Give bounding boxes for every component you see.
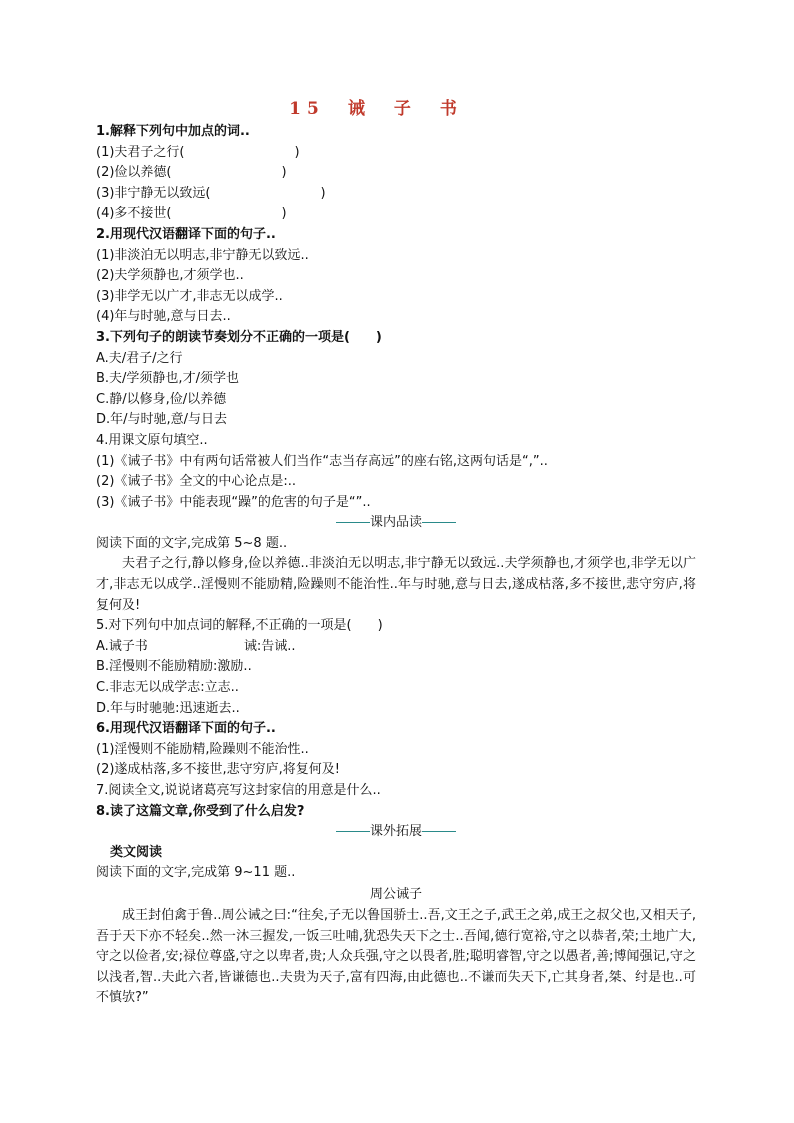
- question-2-item: (3)非学无以广才,非志无以成学..: [96, 288, 283, 304]
- question-3-option-a: A.夫/君子/之行: [96, 350, 183, 366]
- question-7: 7.阅读全文,说说诸葛亮写这封家信的用意是什么..: [96, 783, 381, 798]
- passage-title: 周公诫子: [369, 886, 422, 902]
- question-3-stem: 3.下列句子的朗读节奏划分不正确的一项是( ): [96, 329, 382, 345]
- question-1-item-4: (4)多不接世( ): [96, 206, 287, 222]
- section-heading: 课内品读: [369, 515, 422, 531]
- passage-text: 夫君子之行,静以修身,俭以养德..非淡泊无以明志,非宁静无以致远..夫学须静也,才须学也,非学无以广才,非志无以成学..淫慢则不能励精,险躁则不能治性..年与时驰,意与日去,遂成枯落,多不接世,悲守穷庐,将复何及!: [96, 556, 696, 613]
- question-1-stem: 1.解释下列句中加点的词..: [96, 124, 250, 139]
- question-5-option-a: A.诫子书 诫:告诫..: [96, 638, 296, 654]
- question-1-item-2: (2)俭以养德( ): [96, 165, 287, 181]
- question-5-option-b: B.淫慢则不能励精励:激励..: [96, 659, 252, 675]
- divider-rule-left: [336, 831, 370, 832]
- question-3-option-d: D.年/与时驰,意/与日去: [96, 412, 228, 428]
- question-4-item: (2)《诫子书》全文的中心论点是:..: [96, 474, 297, 490]
- question-6-item: (1)淫慢则不能励精,险躁则不能治性..: [96, 741, 309, 757]
- question-8: 8.读了这篇文章,你受到了什么启发?: [96, 803, 305, 819]
- question-4-item: (3)《诫子书》中能表现“躁”的危害的句子是“”..: [96, 494, 371, 510]
- section-heading: 课外拓展: [369, 824, 422, 840]
- divider-rule-left: [336, 522, 370, 523]
- section-divider-extension: [96, 822, 696, 843]
- question-4-item: (1)《诫子书》中有两句话常被人们当作“志当存高远”的座右铭,这两句话是“,”..: [96, 453, 548, 469]
- question-2-item: (2)夫学须静也,才须学也..: [96, 268, 244, 284]
- divider-rule-right: [422, 831, 456, 832]
- question-5-stem: 5.对下列句中加点词的解释,不正确的一项是( ): [96, 618, 383, 634]
- question-2-item: (4)年与时驰,意与日去..: [96, 309, 231, 325]
- document-page: [96, 96, 696, 1009]
- question-2-stem: 2.用现代汉语翻译下面的句子..: [96, 226, 276, 242]
- document-title: 15 诫 子 书: [289, 99, 463, 119]
- subsection-heading: 类文阅读: [110, 844, 163, 860]
- reading-instruction: 阅读下面的文字,完成第 5~8 题..: [96, 535, 288, 551]
- divider-rule-right: [422, 522, 456, 523]
- question-1-item-1: (1)夫君子之行( ): [96, 144, 300, 160]
- question-6-item: (2)遂成枯落,多不接世,悲守穷庐,将复何及!: [96, 762, 341, 778]
- reading-instruction: 阅读下面的文字,完成第 9~11 题..: [96, 865, 296, 881]
- question-2-item: (1)非淡泊无以明志,非宁静无以致远..: [96, 247, 309, 263]
- question-3-option-b: B.夫/学须静也,才/须学也: [96, 371, 239, 387]
- question-6-stem: 6.用现代汉语翻译下面的句子..: [96, 721, 276, 737]
- question-1-item-3: (3)非宁静无以致远( ): [96, 185, 326, 201]
- question-3-option-c: C.静/以修身,俭/以养德: [96, 391, 227, 407]
- question-4-stem: 4.用课文原句填空..: [96, 432, 208, 448]
- section-divider-in-class: [96, 513, 696, 534]
- passage-text: 成王封伯禽于鲁..周公诫之曰:“往矣,子无以鲁国骄士..吾,文王之子,武王之弟,成王之叔父也,又相天子,吾于天下亦不轻矣..然一沐三握发,一饭三吐哺,犹恐失天下之士..吾闻,德行宽裕,守之以恭者,荣;土地广大,守之以俭者,安;禄位尊盛,守之以卑者,贵;人众兵强,守之以畏者,胜;聪明睿智,守之以愚者,善;博闻强记,守之以浅者,智..夫此六者,皆谦德也..夫贵为天子,富有四海,由此德也..不谦而失天下,亡其身者,桀、纣是也..可不慎欤?”: [96, 907, 696, 1006]
- question-5-option-d: D.年与时驰驰:迅速逝去..: [96, 700, 240, 716]
- question-5-option-c: C.非志无以成学志:立志..: [96, 680, 239, 696]
